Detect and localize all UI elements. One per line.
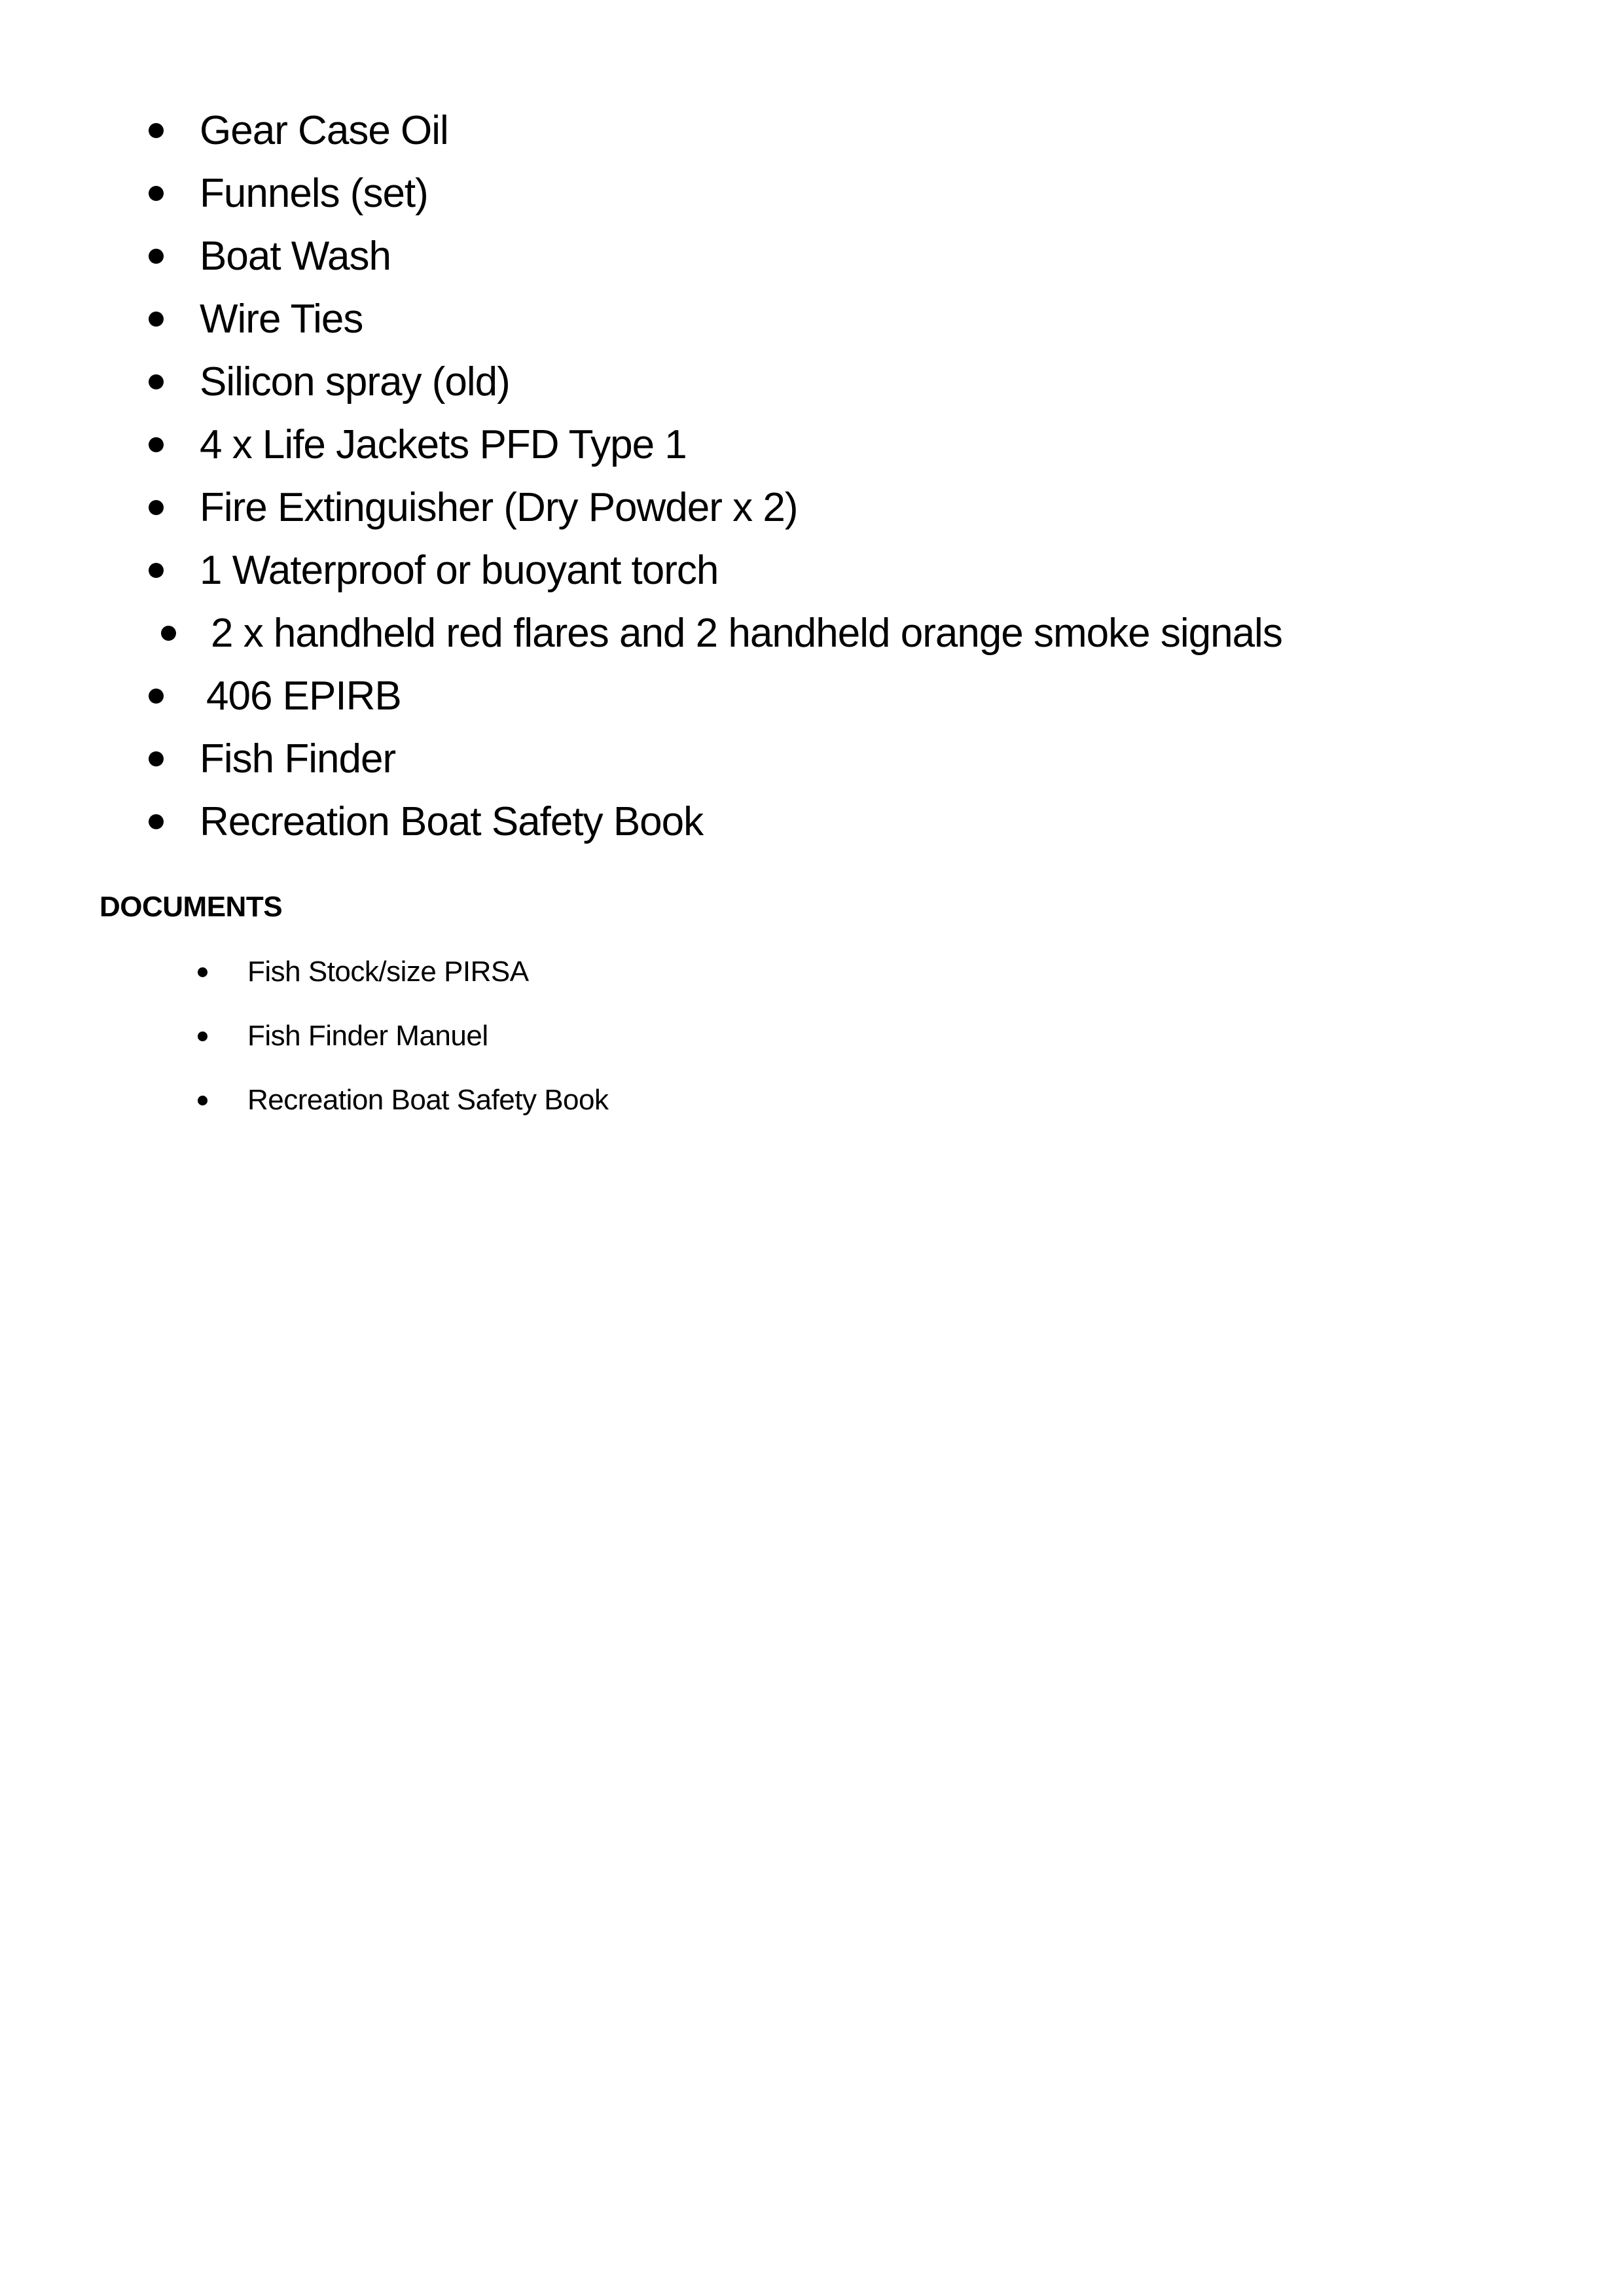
bullet-icon [149,563,164,578]
bullet-icon [161,626,176,641]
list-item [0,413,1624,476]
list-item-label: Silicon spray (old) [200,359,510,404]
bullet-icon [149,814,164,829]
bullet-icon [149,689,164,704]
list-item-label: Fish Stock/size PIRSA [247,956,529,988]
documents-heading: DOCUMENTS [99,891,283,923]
list-item [0,1068,1624,1132]
list-item [0,476,1624,539]
list-item [0,539,1624,601]
list-item-label: 4 x Life Jackets PFD Type 1 [200,422,687,467]
equipment-list [0,0,1624,853]
bullet-icon [149,500,164,515]
list-item [0,162,1624,224]
bullet-icon [198,1031,208,1041]
list-item-label: Gear Case Oil [200,107,448,153]
bullet-icon [149,186,164,201]
list-item [0,790,1624,853]
list-item [0,99,1624,162]
list-item [0,1004,1624,1068]
list-item [0,224,1624,287]
list-item-label: Fire Extinguisher (Dry Powder x 2) [200,484,798,530]
bullet-icon [198,967,208,977]
list-item-label: 1 Waterproof or buoyant torch [200,547,719,593]
list-item [0,350,1624,413]
list-item-label: 2 x handheld red flares and 2 handheld orange smoke signals [211,610,1282,656]
documents-list [0,940,1624,1132]
list-item-label: Wire Ties [200,296,363,342]
list-item-label: Recreation Boat Safety Book [200,798,704,844]
bullet-icon [149,374,164,389]
list-item [0,940,1624,1004]
list-item-label: Fish Finder [200,736,396,781]
bullet-icon [149,437,164,452]
bullet-icon [149,123,164,138]
list-item [0,601,1624,664]
list-item-label: 406 EPIRB [206,673,401,719]
bullet-icon [149,249,164,264]
bullet-icon [149,751,164,766]
list-item [0,727,1624,790]
bullet-icon [198,1096,208,1105]
list-item [0,287,1624,350]
list-item-label: Boat Wash [200,233,391,279]
bullet-icon [149,312,164,327]
list-item-label: Fish Finder Manuel [247,1020,488,1052]
list-item-label: Recreation Boat Safety Book [247,1084,609,1116]
list-item-label: Funnels (set) [200,170,428,216]
list-item [0,664,1624,727]
